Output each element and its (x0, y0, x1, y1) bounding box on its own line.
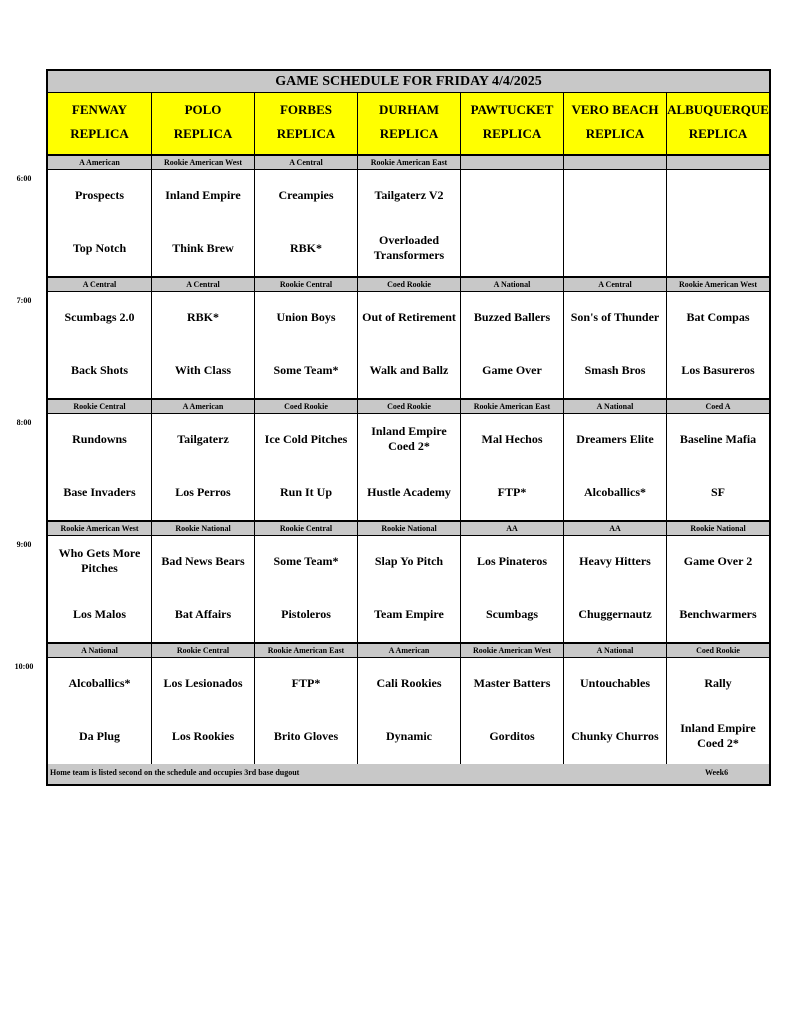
division-label: A American (152, 400, 255, 414)
division-label: A National (461, 278, 564, 292)
game-cell (48, 170, 152, 278)
game-cell (667, 414, 769, 522)
game-cell (564, 170, 667, 278)
division-label: Rookie American West (48, 522, 152, 536)
away-team: Bat Compas (686, 309, 750, 324)
field-header (152, 93, 255, 156)
home-team: Brito Gloves (273, 728, 339, 743)
division-label: Rookie Central (48, 400, 152, 414)
game-cell (255, 536, 358, 644)
home-team: Back Shots (70, 362, 129, 377)
footer-note: Home team is listed second on the schedule and occupies 3rd base dugout (50, 768, 300, 777)
away-team: Out of Retirement (362, 309, 456, 324)
away-team: Scumbags 2.0 (64, 309, 135, 324)
game-cell (48, 536, 152, 644)
away-team: Rally (704, 675, 732, 690)
schedule-title: GAME SCHEDULE FOR FRIDAY 4/4/2025 (48, 71, 769, 93)
field-header (255, 93, 358, 156)
away-team: Los Pinateros (476, 553, 548, 568)
home-team: Think Brew (172, 240, 234, 255)
game-cell (358, 536, 461, 644)
home-team: Chunky Churros (571, 728, 659, 743)
field-subtitle: REPLICA (276, 126, 336, 141)
away-team: Cali Rookies (376, 675, 442, 690)
game-cell (152, 170, 255, 278)
game-cell (461, 414, 564, 522)
game-cell (358, 292, 461, 400)
home-team: FTP* (497, 484, 527, 499)
time-label: 7:00 (16, 296, 32, 305)
division-label (564, 156, 667, 170)
division-label: A Central (48, 278, 152, 292)
away-team: Ice Cold Pitches (264, 431, 348, 446)
field-subtitle: REPLICA (379, 126, 439, 141)
field-header (564, 93, 667, 156)
division-label: Rookie American East (358, 156, 461, 170)
game-cell (48, 414, 152, 522)
away-team: Alcoballics* (68, 675, 131, 690)
field-name: PAWTUCKET (470, 102, 554, 117)
home-team: Bat Affairs (174, 606, 232, 621)
field-header (667, 93, 769, 156)
home-team: Los Perros (175, 484, 231, 499)
game-cell (152, 414, 255, 522)
division-label: A National (564, 400, 667, 414)
division-label: Rookie Central (152, 644, 255, 658)
home-team: Los Malos (72, 606, 126, 621)
home-team: Inland Empire Coed 2* (680, 721, 756, 750)
home-team (461, 233, 563, 263)
schedule-table (46, 69, 771, 786)
away-team: Dreamers Elite (576, 431, 654, 446)
away-team: Untouchables (579, 675, 650, 690)
division-label: A Central (564, 278, 667, 292)
division-label: A Central (255, 156, 358, 170)
home-team: Da Plug (78, 728, 120, 743)
field-subtitle: REPLICA (585, 126, 645, 141)
division-label: Coed A (667, 400, 769, 414)
division-label: A National (564, 644, 667, 658)
game-cell (48, 292, 152, 400)
home-team: Dynamic (386, 728, 432, 743)
home-team: RBK* (289, 240, 322, 255)
field-name: POLO (184, 102, 222, 117)
home-team: Top Notch (72, 240, 127, 255)
home-team: Walk and Ballz (369, 362, 449, 377)
away-team: Creampies (278, 187, 334, 202)
division-label: Coed Rookie (255, 400, 358, 414)
home-team: Some Team* (273, 362, 339, 377)
game-cell (564, 292, 667, 400)
field-subtitle: REPLICA (688, 126, 748, 141)
home-team: Benchwarmers (679, 606, 757, 621)
away-team: Slap Yo Pitch (374, 553, 444, 568)
away-team: Inland Empire Coed 2* (371, 424, 447, 453)
home-team: Los Basureros (681, 362, 755, 377)
division-label: A National (48, 644, 152, 658)
away-team: Master Batters (473, 675, 551, 690)
game-cell (358, 658, 461, 766)
away-team: Bad News Bears (161, 553, 245, 568)
schedule-footer (48, 764, 769, 784)
home-team: Hustle Academy (367, 484, 451, 499)
field-header (358, 93, 461, 156)
away-team: Tailgaterz V2 (374, 187, 444, 202)
game-cell (564, 658, 667, 766)
field-name: DURHAM (379, 102, 439, 117)
division-label: Rookie American West (667, 278, 769, 292)
away-team: FTP* (291, 675, 321, 690)
game-cell (667, 170, 769, 278)
home-team: Gorditos (489, 728, 535, 743)
game-cell (461, 170, 564, 278)
field-header (48, 93, 152, 156)
home-team: Team Empire (374, 606, 444, 621)
away-team (564, 180, 666, 210)
home-team: Run It Up (279, 484, 333, 499)
away-team: Son's of Thunder (570, 309, 660, 324)
away-team: Union Boys (276, 309, 336, 324)
game-cell (48, 658, 152, 766)
field-subtitle: REPLICA (482, 126, 542, 141)
division-label (461, 156, 564, 170)
home-team: Base Invaders (63, 484, 136, 499)
division-label: Rookie Central (255, 522, 358, 536)
home-team: Alcoballics* (584, 484, 646, 499)
division-label: Rookie American East (461, 400, 564, 414)
away-team: Inland Empire (165, 187, 241, 202)
division-label: AA (564, 522, 667, 536)
division-label: Rookie National (667, 522, 769, 536)
field-subtitle: REPLICA (70, 126, 129, 141)
division-label: Rookie National (152, 522, 255, 536)
game-cell (255, 170, 358, 278)
week-label: Week6 (705, 768, 729, 777)
home-team: With Class (174, 362, 232, 377)
game-cell (667, 292, 769, 400)
home-team: Chuggernautz (578, 606, 652, 621)
game-cell (152, 536, 255, 644)
game-cell (358, 170, 461, 278)
game-cell (461, 292, 564, 400)
division-label: AA (461, 522, 564, 536)
division-label: Coed Rookie (667, 644, 769, 658)
away-team: Los Lesionados (163, 675, 243, 690)
time-label: 10:00 (14, 662, 34, 671)
game-cell (255, 658, 358, 766)
division-label: Coed Rookie (358, 278, 461, 292)
time-label: 8:00 (16, 418, 32, 427)
away-team: Mal Hechos (481, 431, 543, 446)
division-label: Rookie American West (152, 156, 255, 170)
division-label: Rookie National (358, 522, 461, 536)
game-cell (667, 658, 769, 766)
away-team: RBK* (186, 309, 219, 324)
division-label: Rookie American East (255, 644, 358, 658)
away-team: Baseline Mafia (679, 431, 757, 446)
field-name: VERO BEACH (571, 102, 659, 117)
game-cell (152, 292, 255, 400)
division-label: A American (48, 156, 152, 170)
home-team: Scumbags (485, 606, 538, 621)
field-name: ALBUQUERQUE (667, 102, 769, 117)
division-label: A American (358, 644, 461, 658)
time-label: 9:00 (16, 540, 32, 549)
division-label: Coed Rookie (358, 400, 461, 414)
home-team (564, 233, 666, 263)
game-cell (461, 658, 564, 766)
away-team: Some Team* (273, 553, 339, 568)
away-team: Prospects (74, 187, 125, 202)
game-cell (461, 536, 564, 644)
game-cell (255, 292, 358, 400)
division-label: A Central (152, 278, 255, 292)
home-team: SF (710, 484, 725, 499)
game-cell (667, 536, 769, 644)
field-header (461, 93, 564, 156)
game-cell (358, 414, 461, 522)
field-subtitle: REPLICA (173, 126, 233, 141)
away-team: Game Over 2 (683, 553, 753, 568)
home-team: Los Rookies (171, 728, 235, 743)
game-cell (152, 658, 255, 766)
game-cell (255, 414, 358, 522)
away-team: Heavy Hitters (579, 553, 651, 568)
time-label: 6:00 (16, 174, 32, 183)
division-label (667, 156, 769, 170)
field-name: FORBES (279, 102, 332, 117)
division-label: Rookie American West (461, 644, 564, 658)
field-name: FENWAY (71, 102, 128, 117)
away-team (461, 180, 563, 210)
away-team: Who Gets More Pitches (58, 546, 141, 575)
home-team (667, 233, 769, 263)
game-cell (564, 536, 667, 644)
away-team: Tailgaterz (177, 431, 229, 446)
home-team: Overloaded Transformers (373, 233, 445, 262)
away-team (667, 180, 769, 210)
game-cell (564, 414, 667, 522)
away-team: Rundowns (72, 431, 127, 446)
home-team: Game Over (482, 362, 542, 377)
home-team: Pistoleros (281, 606, 331, 621)
division-label: Rookie Central (255, 278, 358, 292)
away-team: Buzzed Ballers (473, 309, 551, 324)
home-team: Smash Bros (584, 362, 646, 377)
